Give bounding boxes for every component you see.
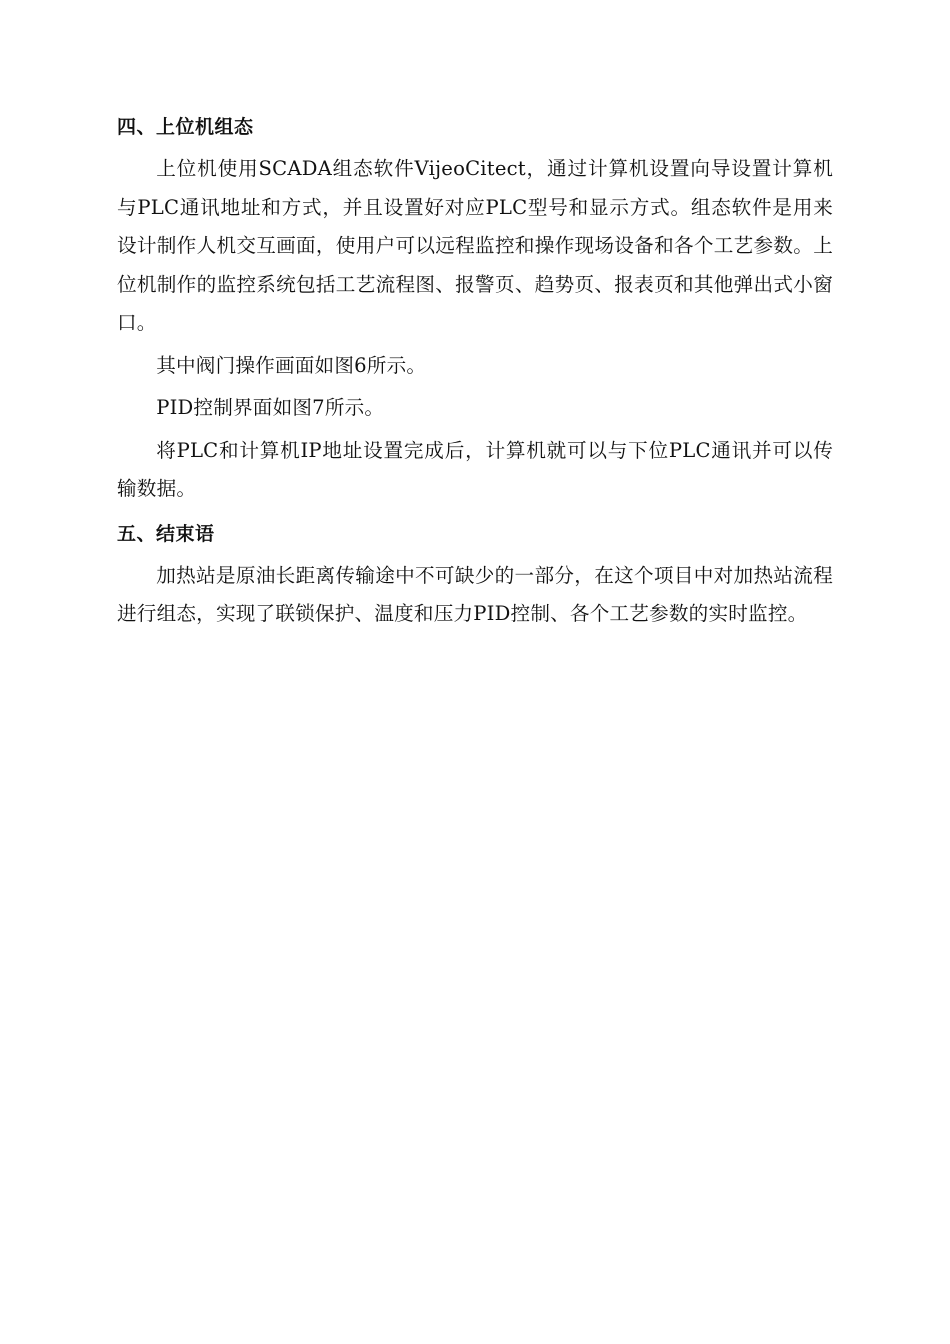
section-heading-upper-computer: 四、上位机组态 bbox=[117, 116, 254, 138]
paragraph-plc-communication: 将PLC和计算机IP地址设置完成后，计算机就可以与下位PLC通讯并可以传输数据。 bbox=[117, 438, 833, 500]
paragraph-pid-figure: PID控制界面如图7所示。 bbox=[156, 396, 385, 419]
paragraph-valve-figure: 其中阀门操作画面如图6所示。 bbox=[156, 353, 427, 377]
paragraph-conclusion: 加热站是原油长距离传输途中不可缺少的一部分，在这个项目中对加热站流程进行组态，实现了联锁保护、温度和压力PID控制、各个工艺参数的实时监控。 bbox=[117, 563, 833, 625]
section-heading-conclusion: 五、结束语 bbox=[117, 522, 215, 545]
document-page bbox=[117, 108, 833, 634]
paragraph-scada-overview: 上位机使用SCADA组态软件VijeoCitect，通过计算机设置向导设置计算机与PLC通讯地址和方式，并且设置好对应PLC型号和显示方式。组态软件是用来设计制作人机交互画面，使用户可以远程监控和操作现场设备和各个工艺参数。上位机制作的监控系统包括工艺流程图、报警页、趋势页、报表页和其他弹出式小窗口。 bbox=[117, 157, 833, 334]
